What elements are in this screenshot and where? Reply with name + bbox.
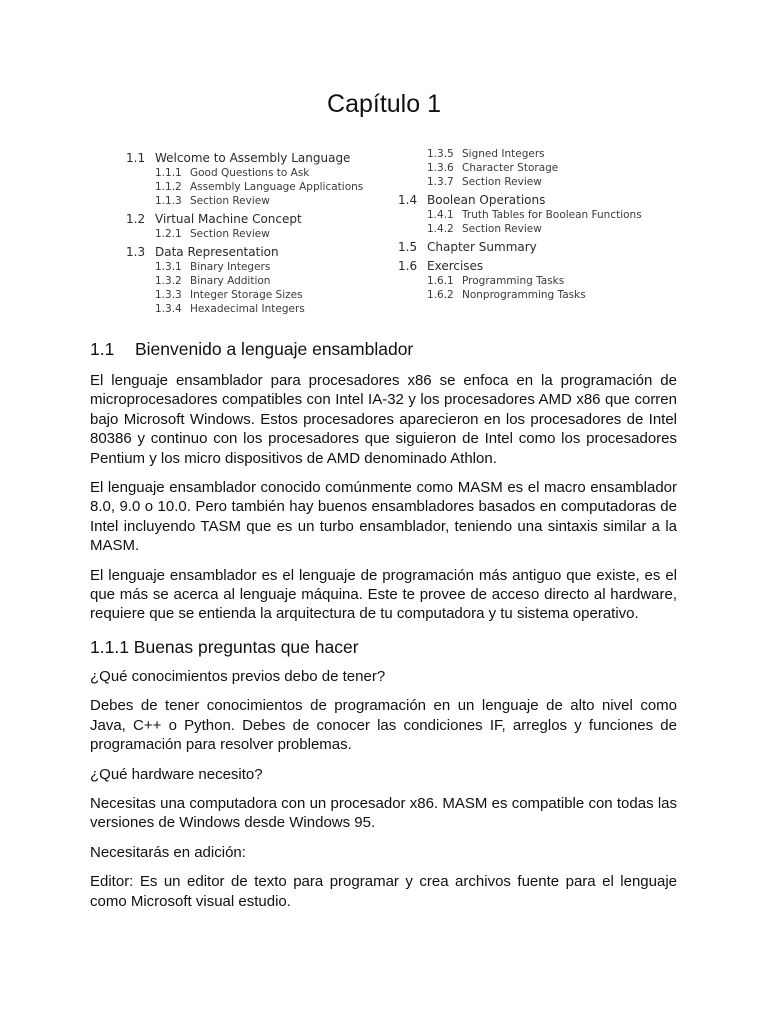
toc-number: 1.3.2 <box>155 275 182 287</box>
paragraph: El lenguaje ensamblador es el lenguaje de programación más antiguo que existe, es el que más se acerca al lenguaje máquina. Este te provee de acceso directo al hardware, requiere que se entienda la arquitectura de tu computadora y tu sistema operativo. <box>90 566 677 623</box>
toc-sub-entry[interactable] <box>126 166 386 180</box>
toc-number: 1.6.2 <box>427 289 454 301</box>
toc-title: Character Storage <box>462 162 559 174</box>
toc-sub-entry[interactable] <box>398 274 698 288</box>
toc-sub-entry[interactable] <box>126 180 386 194</box>
toc-main-entry[interactable] <box>398 239 698 255</box>
toc-sub-entry[interactable] <box>126 302 386 316</box>
toc-main-entry[interactable] <box>126 211 386 227</box>
section-title: Bienvenido a lenguaje ensamblador <box>135 339 414 359</box>
toc-number: 1.6 <box>398 259 418 273</box>
toc-entry <box>126 211 386 241</box>
toc-number: 1.5 <box>398 240 418 254</box>
toc-sub-entry[interactable] <box>126 274 386 288</box>
toc-number: 1.2.1 <box>155 228 182 240</box>
toc-title: Integer Storage Sizes <box>190 289 303 301</box>
toc-sub-entry[interactable] <box>398 208 698 222</box>
toc-title: Nonprogramming Tasks <box>462 289 586 301</box>
toc-sub-entry[interactable] <box>126 194 386 208</box>
toc-number: 1.3.6 <box>427 162 454 174</box>
toc-sub-entry[interactable] <box>398 147 698 161</box>
toc-sub-entry[interactable] <box>126 260 386 274</box>
question-paragraph: ¿Qué hardware necesito? <box>90 765 263 783</box>
section-heading <box>90 336 677 362</box>
toc-number: 1.1.2 <box>155 181 182 193</box>
toc-left-column <box>126 147 386 316</box>
toc-title: Welcome to Assembly Language <box>155 151 351 165</box>
toc-entry <box>126 150 386 208</box>
paragraph: El lenguaje ensamblador conocido comúnmente como MASM es el macro ensamblador 8.0, 9.0 o 10.0. Pero también hay buenos ensambladores basados en computadoras de Intel incluyendo TASM que es un turbo ensamblador, teniendo una sintaxis similar a la MASM. <box>90 479 677 555</box>
toc-title: Boolean Operations <box>427 193 546 207</box>
toc-title: Hexadecimal Integers <box>190 303 305 315</box>
paragraph: Debes de tener conocimientos de programación en un lenguaje de alto nivel como Java, C++ o Python. Debes de conocer las condiciones IF, arreglos y funciones de programación para resolver problemas. <box>90 697 677 754</box>
subsection-heading: 1.1.1 Buenas preguntas que hacer <box>90 636 359 657</box>
paragraph: Editor: Es un editor de texto para programar y crea archivos fuente para el lenguaje como Microsoft visual estudio. <box>90 873 677 910</box>
toc-sub-entry[interactable] <box>398 288 698 302</box>
toc-sub-entry[interactable] <box>126 227 386 241</box>
toc-title: Section Review <box>462 223 542 235</box>
toc-title: Truth Tables for Boolean Functions <box>462 209 642 221</box>
toc-entry <box>398 192 698 236</box>
toc-number: 1.1 <box>126 151 146 165</box>
question-paragraph: ¿Qué conocimientos previos debo de tener? <box>90 667 386 685</box>
toc-number: 1.6.1 <box>427 275 454 287</box>
toc-number: 1.4.1 <box>427 209 454 221</box>
toc-sub-entry[interactable] <box>126 288 386 302</box>
toc-main-entry[interactable] <box>126 244 386 260</box>
page-title: Capítulo 1 <box>327 90 441 118</box>
toc-sub-entry[interactable] <box>398 222 698 236</box>
paragraph: Necesitarás en adición: <box>90 843 246 861</box>
toc-number: 1.3 <box>126 245 146 259</box>
toc-number: 1.4 <box>398 193 418 207</box>
toc-title: Data Representation <box>155 245 279 259</box>
toc-title: Programming Tasks <box>462 275 565 287</box>
toc-number: 1.2 <box>126 212 146 226</box>
toc-number: 1.3.3 <box>155 289 182 301</box>
section-number: 1.1 <box>90 339 115 359</box>
toc-title: Binary Addition <box>190 275 271 287</box>
toc-title: Binary Integers <box>190 261 271 273</box>
toc-title: Good Questions to Ask <box>190 167 310 179</box>
toc-title: Assembly Language Applications <box>190 181 364 193</box>
toc-entry <box>398 239 698 255</box>
toc-number: 1.1.3 <box>155 195 182 207</box>
toc-number: 1.3.5 <box>427 148 454 160</box>
toc-title: Section Review <box>462 176 542 188</box>
toc-sub-entry[interactable] <box>398 161 698 175</box>
toc-title: Virtual Machine Concept <box>155 212 302 226</box>
toc-title: Section Review <box>190 195 270 207</box>
toc-title: Chapter Summary <box>427 240 537 254</box>
toc-entry <box>126 244 386 316</box>
paragraph: El lenguaje ensamblador para procesadores x86 se enfoca en la programación de microprocesadores compatibles con Intel IA-32 y los procesadores AMD x86 que corren bajo Microsoft Windows. Estos procesadores aparecieron en los procesadores de Intel 80386 y continuo con los procesadores que siguieron de Intel como los procesadores Pentium y los micro dispositivos de AMD denominado Athlon. <box>90 372 677 467</box>
toc-title: Exercises <box>427 259 484 273</box>
toc-main-entry[interactable] <box>398 258 698 274</box>
toc-entry <box>398 258 698 302</box>
toc-title: Signed Integers <box>462 148 545 160</box>
toc-number: 1.3.7 <box>427 176 454 188</box>
toc-number: 1.3.4 <box>155 303 182 315</box>
toc-title: Section Review <box>190 228 270 240</box>
toc-main-entry[interactable] <box>126 150 386 166</box>
toc-number: 1.1.1 <box>155 167 182 179</box>
toc-right-column <box>398 147 698 302</box>
document-body <box>90 336 677 921</box>
paragraph: Necesitas una computadora con un procesador x86. MASM es compatible con todas las versiones de Windows desde Windows 95. <box>90 794 677 832</box>
toc-sub-entry[interactable] <box>398 175 698 189</box>
toc-number: 1.4.2 <box>427 223 454 235</box>
toc-number: 1.3.1 <box>155 261 182 273</box>
toc-main-entry[interactable] <box>398 192 698 208</box>
